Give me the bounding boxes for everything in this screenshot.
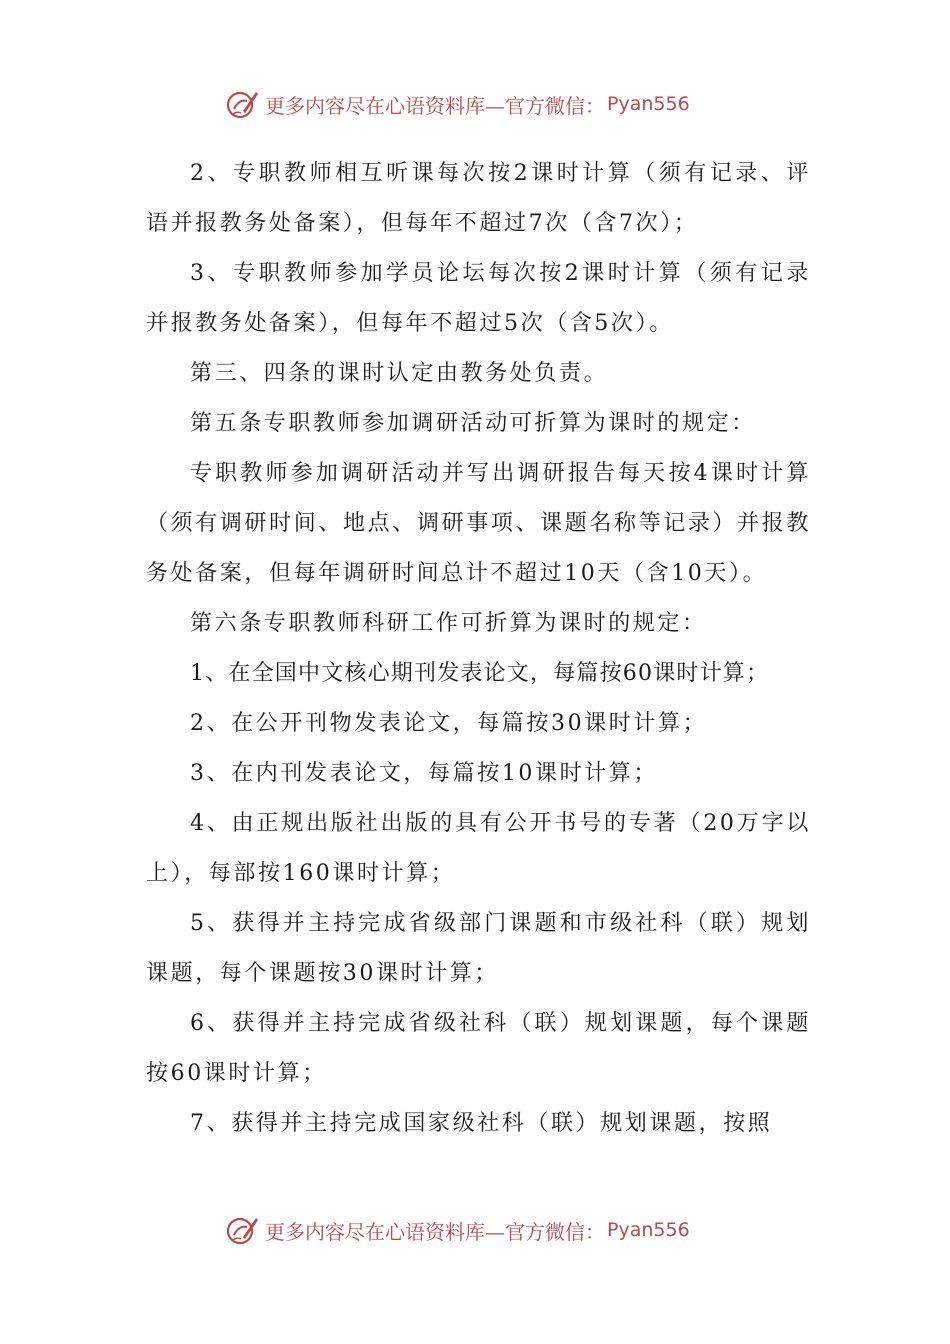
paragraph: 2、在公开刊物发表论文，每篇按30课时计算； xyxy=(190,711,708,736)
paragraph: 4、由正规出版社出版的具有公开书号的专著（20万字以上），每部按160课时计算； xyxy=(146,811,811,886)
paragraph: 第三、四条的课时认定由教务处负责。 xyxy=(190,361,609,386)
watermark-text: 更多内容尽在心语资料库—官方微信： xyxy=(265,93,605,118)
paragraph: 第五条专职教师参加调研活动可折算为课时的规定： xyxy=(190,411,756,436)
wechat-id: Pyan556 xyxy=(607,1219,690,1241)
paragraph: 5、获得并主持完成省级部门课题和市级社科（联）规划课题，每个课题按30课时计算； xyxy=(146,911,811,986)
paragraph: 专职教师参加调研活动并写出调研报告每天按4课时计算（须有调研时间、地点、调研事项、课题名称等记录）并报教务处备案，但每年调研时间总计不超过10天（含10天）。 xyxy=(146,461,811,586)
paragraph: 3、在内刊发表论文，每篇按10课时计算； xyxy=(190,761,658,786)
paragraph: 3、专职教师参加学员论坛每次按2课时计算（须有记录并报教务处备案），但每年不超过5次（含5次）。 xyxy=(146,261,811,336)
header-watermark xyxy=(225,84,690,124)
paragraph: 6、获得并主持完成省级社科（联）规划课题，每个课题按60课时计算； xyxy=(146,1011,811,1086)
paragraph: 7、获得并主持完成国家级社科（联）规划课题，按照 xyxy=(190,1111,773,1136)
footer-watermark xyxy=(225,1210,690,1250)
wechat-id: Pyan556 xyxy=(607,93,690,115)
paragraph: 1、在全国中文核心期刊发表论文，每篇按60课时计算； xyxy=(190,661,770,686)
watermark-text: 更多内容尽在心语资料库—官方微信： xyxy=(265,1219,605,1244)
pen-logo-icon xyxy=(225,87,259,121)
pen-logo-icon xyxy=(225,1213,259,1247)
paragraph: 第六条专职教师科研工作可折算为课时的规定： xyxy=(190,611,707,636)
document-body xyxy=(146,149,811,1149)
paragraph: 2、专职教师相互听课每次按2课时计算（须有记录、评语并报教务处备案），但每年不超过7次（含7次）； xyxy=(146,161,811,236)
